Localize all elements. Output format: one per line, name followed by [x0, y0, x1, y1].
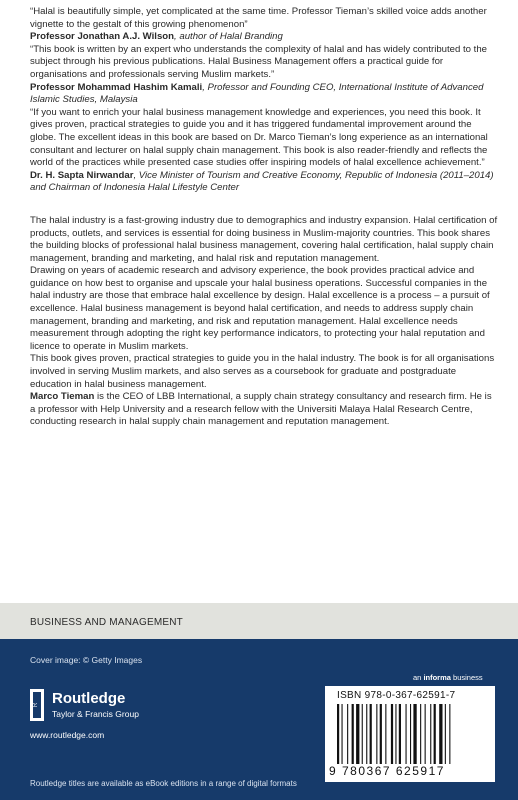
endorsement-1 — [30, 6, 498, 44]
publisher-group: Taylor & Francis Group — [52, 709, 139, 719]
isbn-label: ISBN 978-0-367-62591-7 — [337, 690, 456, 701]
endorsement-2 — [30, 44, 498, 107]
publisher-name: Routledge — [52, 690, 126, 707]
endorser-name: Professor Jonathan A.J. Wilson — [30, 31, 175, 43]
barcode-icon — [337, 704, 487, 764]
author-bio — [30, 391, 498, 429]
endorsement-quote: “If you want to enrich your halal business management knowledge and experiences, you need this book. It gives proven, practical strategies to guide you and it has triggered fundamental improvement around the globe. The excellent ideas in this book are based on Dr. Marco Tieman’s long experience as an international consultant and lecturer on halal supply chain management. This book is also reader-friendly and reflects the world of the practices while presented case studies offer inspiring models of halal excellence achievement.” — [30, 106, 488, 169]
svg-text:R: R — [33, 702, 39, 708]
description-paragraph-2: Drawing on years of academic research and advisory experience, the book provides practical advice and guidance on how best to organise and upscale your halal business operations. Successful companies in the halal industry are those that embrace halal excellence by design. Halal excellence is a process – a pursuit of excellence. Halal business management is beyond halal certification, and needs to address supply chain management, branding and marketing, and risk and reputation management. Halal excellence needs measurement through adopting the right key performance indicators, to protecting your halal reputation and licence to operate in Muslim markets. — [30, 265, 490, 352]
publisher-website: www.routledge.com — [30, 730, 105, 740]
endorsement-quote: “This book is written by an expert who understands the complexity of halal and has widely contributed to the subject through his previous publications. Halal Business Management offers a practical guide for organisations and professionals serving Muslim markets.” — [30, 43, 488, 80]
barcode-panel — [325, 686, 495, 782]
informa-brand: informa — [423, 673, 451, 682]
publisher-footer — [0, 639, 518, 800]
endorser-title: , Professor and Founding CEO, International Institute of Advanced Islamic Studies, Malaysia — [30, 81, 484, 106]
endorser-title: , Vice Minister of Tourism and Creative Economy, Republic of Indonesia (2011–2014) and Chairman of Indonesia Halal Lifestyle Center — [30, 169, 494, 194]
informa-tagline: an informa business — [413, 673, 483, 682]
description-paragraph-1: The halal industry is a fast-growing industry due to demographics and industry expansion. Halal certification of products, outlets, and services is essential for doing business in Muslim-majority countries. This book shares the building blocks of professional halal business management, covering halal certification, halal supply chain management, branding and marketing, and halal risk and reputation management. — [30, 214, 498, 264]
routledge-mark-icon — [30, 689, 44, 721]
description-paragraph-3: This book gives proven, practical strategies to guide you in the halal industry. The book is for all organisations involved in serving Muslim markets, and also serves as a coursebook for graduate and postgraduate education in halal business management. — [30, 353, 495, 390]
endorsement-quote: “Halal is beautifully simple, yet complicated at the same time. Professor Tieman’s skilled voice adds another vignette to the gestalt of this growing phenomenon” — [30, 6, 487, 30]
author-bio-text: is the CEO of LBB International, a supply chain strategy consultancy and research firm. He is a professor with Help University and a research fellow with the Universiti Malaya Halal Research Centre, conducting research in halal supply chain management and reputation management. — [30, 391, 492, 428]
endorser-name: Professor Mohammad Hashim Kamali — [30, 81, 203, 93]
endorser-title: , author of Halal Branding — [174, 31, 283, 43]
category-label: BUSINESS AND MANAGEMENT — [30, 617, 183, 628]
routledge-logo — [30, 689, 190, 725]
category-band — [0, 603, 518, 639]
barcode-digits: 9 780367 625917 — [329, 764, 445, 778]
author-name: Marco Tieman — [30, 391, 95, 403]
endorsement-3 — [30, 107, 498, 195]
back-cover-text — [30, 6, 498, 429]
cover-credit: Cover image: © Getty Images — [30, 655, 143, 665]
ebook-note: Routledge titles are available as eBook editions in a range of digital formats — [30, 779, 297, 788]
endorser-name: Dr. H. Sapta Nirwandar — [30, 169, 134, 181]
